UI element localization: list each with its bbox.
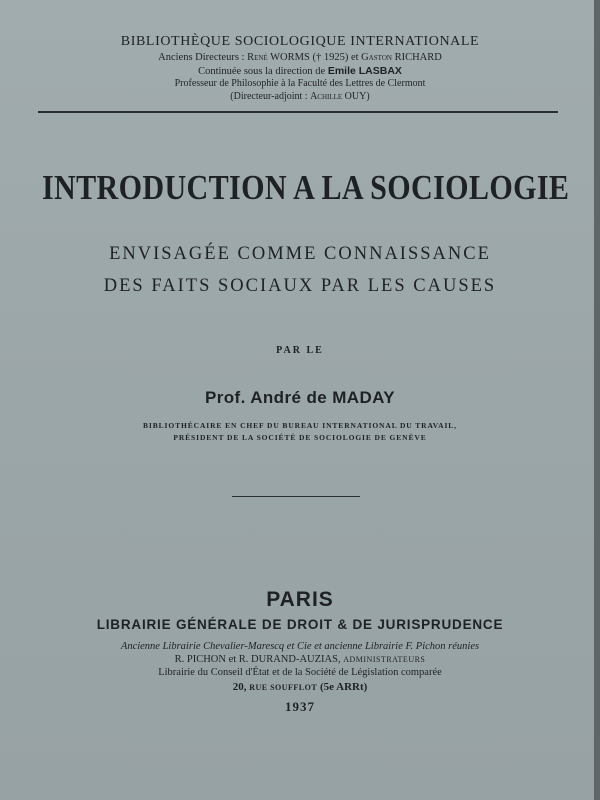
administrator-names: R. PICHON et R. DURAND-AUZIAS, <box>174 654 341 665</box>
address-arrondissement: (5e ARRt) <box>319 681 368 693</box>
publisher-city: PARIS <box>266 588 334 611</box>
professor-line: Professeur de Philosophie à la Faculté des Lettres de Clermont <box>174 78 426 89</box>
administrator-role: ADMINISTRATEURS <box>343 655 426 664</box>
author-role-line-1: BIBLIOTHÉCAIRE EN CHEF DU BUREAU INTERNATIONAL DU TRAVAIL, <box>143 421 457 430</box>
director1-last: WORMS <box>270 52 310 63</box>
by-label: PAR LE <box>276 345 324 356</box>
former-directors-prefix: Anciens Directeurs : <box>158 52 245 63</box>
separator-rule <box>232 496 360 497</box>
continued-line <box>0 65 600 78</box>
deputy-name: Achille OUY <box>310 91 367 102</box>
director1-first: René <box>247 52 268 63</box>
main-title: INTRODUCTION A LA SOCIOLOGIE <box>42 168 570 207</box>
deputy-prefix: (Directeur-adjoint : <box>230 91 308 102</box>
subtitle-line-1: ENVISAGÉE COMME CONNAISSANCE <box>109 244 491 264</box>
deputy-line <box>0 91 600 103</box>
director2-last: RICHARD <box>394 52 442 63</box>
administrators-line <box>0 654 600 666</box>
former-directors-line <box>0 52 600 64</box>
director2-first: Gaston <box>361 52 392 63</box>
publication-year: 1937 <box>285 699 315 714</box>
continued-name: Emile LASBAX <box>327 65 402 77</box>
director1-note: († 1925) <box>312 52 349 63</box>
address-street: RUE SOUFFLOT <box>249 683 318 692</box>
former-librairie-line: Ancienne Librairie Chevalier-Marescq et Cie et ancienne Librairie F. Pichon réunies <box>120 641 480 652</box>
subtitle-line-2: DES FAITS SOCIAUX PAR LES CAUSES <box>103 276 497 296</box>
publisher-name: LIBRAIRIE GÉNÉRALE DE DROIT & DE JURISPRUDENCE <box>96 617 504 632</box>
deputy-suffix: ) <box>366 91 370 102</box>
address-line <box>0 681 600 694</box>
and-word: et <box>350 52 359 63</box>
author-role-line-2: PRÉSIDENT DE LA SOCIÉTÉ DE SOCIOLOGIE DE GENÈVE <box>173 433 427 442</box>
council-line: Librairie du Conseil d'État et de la Société de Législation comparée <box>158 667 442 678</box>
header-rule <box>38 111 558 113</box>
series-title: BIBLIOTHÈQUE SOCIOLOGIQUE INTERNATIONALE <box>120 34 480 49</box>
author-name: Prof. André de MADAY <box>205 388 395 407</box>
address-number: 20, <box>232 681 247 693</box>
continued-prefix: Continuée sous la direction de <box>198 66 326 77</box>
